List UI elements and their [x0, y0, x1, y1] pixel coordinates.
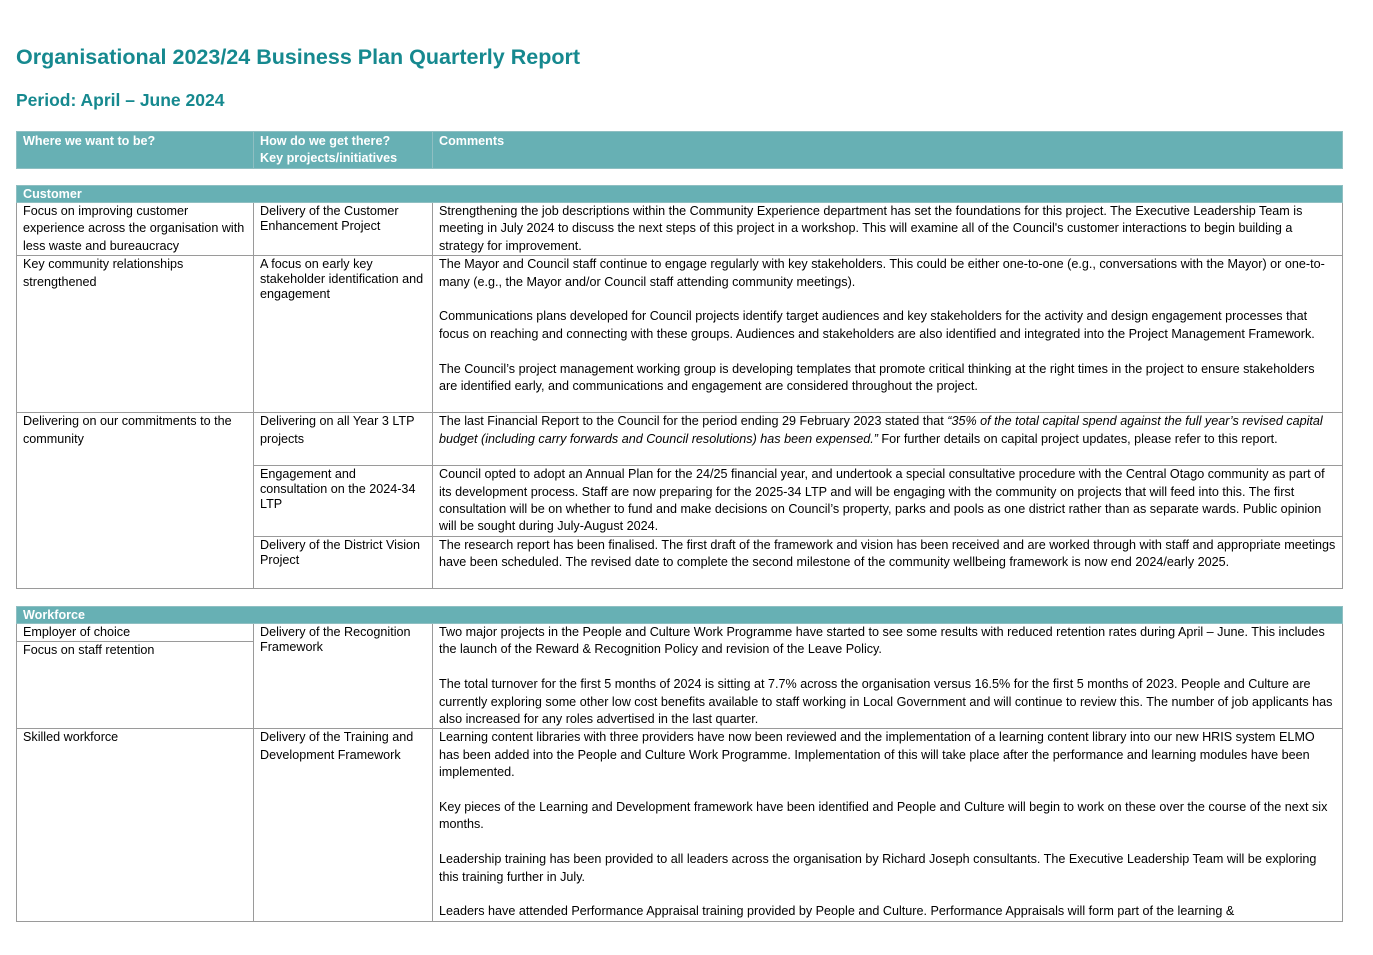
comment-paragraph [439, 413, 1336, 448]
outcome-cell: Skilled workforce [17, 729, 254, 921]
comment-paragraph: Two major projects in the People and Culture Work Programme have started to see some results with reduced retention rates during April – June. This includes the launch of the Reward & Recognition Policy and revision of the Leave Policy. [439, 625, 1325, 657]
project-cell: Delivering on all Year 3 LTP projects [254, 413, 433, 466]
section-heading-workforce: Workforce [17, 607, 1343, 624]
section-heading-customer: Customer [17, 186, 1343, 203]
column-header-comments-label: Comments [439, 134, 505, 148]
outcome-cell: Key community relationships strengthened [17, 256, 254, 413]
table-row [17, 729, 1343, 921]
project-cell: Engagement and consultation on the 2024-34 LTP [254, 466, 433, 537]
table-row [17, 256, 1343, 413]
comments-cell [433, 729, 1343, 921]
outcome-cell [17, 624, 254, 729]
comment-paragraph: Learning content libraries with three providers have now been reviewed and the implementation of a learning content library into our new HRIS system ELMO has been added into the People and Culture Work Programme. Implementation of this will take place after the performance and learning modules have been implemented. [439, 730, 1315, 780]
project-cell: A focus on early key stakeholder identification and engagement [254, 256, 433, 413]
section-header-row [17, 607, 1343, 624]
project-cell: Delivery of the Recognition Framework [254, 624, 433, 729]
comment-paragraph: Strengthening the job descriptions within the Community Experience department has set the foundations for this project. The Executive Leadership Team is meeting in July 2024 to discuss the next steps of this project in a workshop. This will examine all of the Council's customer interactions to begin building a strategy for improvement. [439, 204, 1303, 253]
comment-paragraph: Leadership training has been provided to all leaders across the organisation by Richard Joseph consultants. The Executive Leadership Team will be exploring this training further in July. [439, 852, 1317, 884]
column-header-how-label: How do we get there? [260, 134, 391, 148]
workforce-section-table [16, 606, 1343, 922]
column-header-table [16, 131, 1343, 169]
period-heading: Period: April – June 2024 [16, 90, 225, 110]
section-header-row [17, 186, 1343, 203]
outcome-text: Employer of choice [23, 625, 131, 639]
project-cell: Delivery of the Training and Development Framework [254, 729, 433, 921]
comments-cell [433, 203, 1343, 256]
table-row [17, 624, 1343, 729]
comment-paragraph: Communications plans developed for Council projects identify target audiences and key stakeholders for the activity and design engagement processes that focus on reaching and connecting with these groups. Audiences and stakeholders are also identified and integrated into the Project Management Framework. [439, 309, 1315, 341]
project-cell: Delivery of the District Vision Project [254, 536, 433, 588]
outcome-cell: Focus on improving customer experience across the organisation with less waste and bureaucracy [17, 203, 254, 256]
outcome-cell: Delivering on our commitments to the community [17, 413, 254, 589]
customer-section-table [16, 185, 1343, 589]
column-header-where [17, 132, 254, 169]
project-cell: Delivery of the Customer Enhancement Project [254, 203, 433, 256]
outcome-subtext: Focus on staff retention [17, 641, 253, 659]
comment-paragraph: Key pieces of the Learning and Development framework have been identified and People and Culture will begin to work on these over the course of the next six months. [439, 800, 1328, 832]
comment-paragraph: Council opted to adopt an Annual Plan for the 24/25 financial year, and undertook a special consultative procedure with the Central Otago community as part of its development process. Staff are now preparing for the 2025-34 LTP and will be engaging with the community on projects that will feed into this. The first consultation will be on whether to fund and make decisions on Council’s property, parks and pools as one district rather than as separate wards. Public opinion will be sought during July-August 2024. [439, 467, 1325, 534]
column-header-row [17, 132, 1343, 169]
column-header-projects-label: Key projects/initiatives [260, 151, 398, 166]
comments-cell [433, 624, 1343, 729]
column-header-comments [433, 132, 1343, 169]
comment-quote: “35% of the total capital spend against the full year’s revised capital budget (including carry forwards and Council resolutions) has been expensed.” [439, 414, 1323, 446]
column-header-where-label: Where we want to be? [23, 134, 156, 148]
comment-paragraph: The Mayor and Council staff continue to engage regularly with key stakeholders. This could be either one-to-one (e.g., conversations with the Mayor) or one-to-many (e.g., the Mayor and/or Council staff attending community meetings). [439, 257, 1325, 289]
comments-cell [433, 256, 1343, 413]
comment-paragraph: Leaders have attended Performance Appraisal training provided by People and Culture. Performance Appraisals will form part of the learning & [439, 904, 1235, 919]
comments-cell [433, 466, 1343, 537]
table-row [17, 413, 1343, 466]
comments-cell [433, 413, 1343, 466]
comment-text: For further details on capital project updates, please refer to this report. [877, 431, 1278, 446]
comments-cell [433, 536, 1343, 588]
comment-paragraph: The research report has been finalised. The first draft of the framework and vision has been received and are worked through with staff and appropriate meetings have been scheduled. The revised date to complete the second milestone of the community wellbeing framework is now end 2024/early 2025. [439, 537, 1336, 570]
page-title: Organisational 2023/24 Business Plan Quarterly Report [16, 45, 580, 69]
comment-paragraph: The Council’s project management working group is developing templates that promote critical thinking at the right times in the project to ensure stakeholders are identified early, and communications and engagement are considered throughout the project. [439, 361, 1315, 394]
comment-paragraph: The total turnover for the first 5 months of 2024 is sitting at 7.7% across the organisation versus 16.5% for the first 5 months of 2023. People and Culture are currently exploring some other low cost benefits available to staff working in Local Government and will continue to review this. The number of job applicants has also increased for any roles advertised in the last quarter. [439, 677, 1333, 727]
comment-text: The last Financial Report to the Council for the period ending 29 February 2023 stated that [439, 414, 948, 429]
table-row [17, 203, 1343, 256]
column-header-how [254, 132, 433, 169]
